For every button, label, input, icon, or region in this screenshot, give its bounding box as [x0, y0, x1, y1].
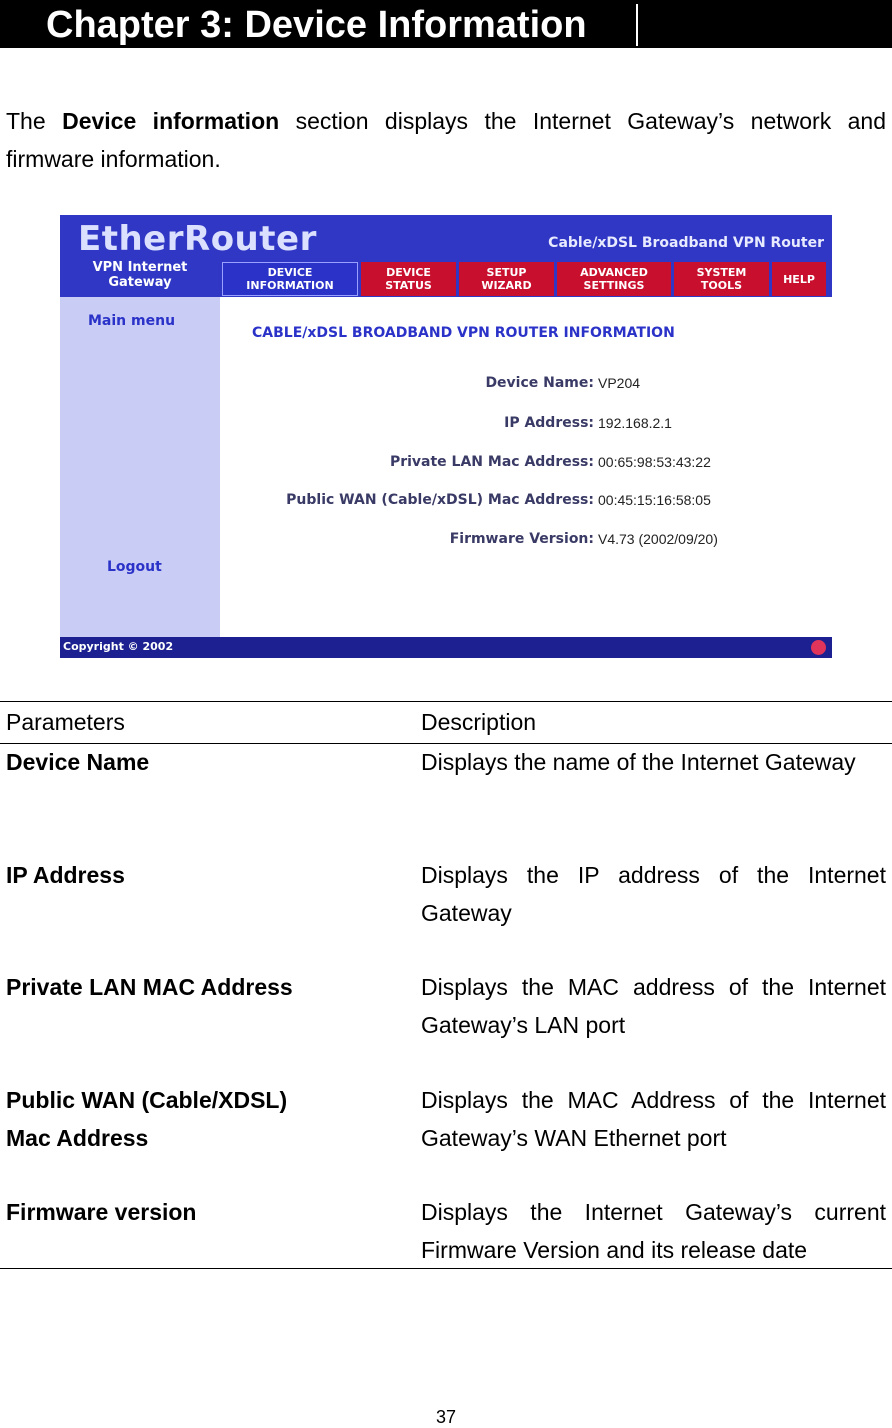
table-bottom-rule — [0, 1268, 892, 1269]
tab-line2: TOOLS — [700, 279, 743, 292]
router-tab-bar — [222, 262, 826, 296]
param-ip-address: IP Address — [6, 862, 125, 888]
vpn-line2: Gateway — [108, 275, 172, 290]
vpn-line1: VPN Internet — [92, 260, 188, 275]
desc-public-wan-mac: Displays the MAC Address of the Internet Gateway’s WAN Ethernet port — [421, 1087, 886, 1151]
router-info-heading: CABLE/xDSL BROADBAND VPN ROUTER INFORMATION — [252, 325, 675, 341]
tab-setup-wizard[interactable] — [459, 262, 554, 296]
logout-link[interactable]: Logout — [107, 559, 162, 575]
table-top-rule — [0, 701, 892, 702]
tab-system-tools[interactable] — [674, 262, 769, 296]
tab-line1: ADVANCED — [580, 266, 648, 279]
intro-lead: The — [6, 108, 46, 134]
desc-firmware-version: Displays the Internet Gateway’s current Firmware Version and its release date — [421, 1199, 886, 1263]
copyright-text: Copyright © 2002 — [63, 640, 174, 653]
tab-line1: SYSTEM — [696, 266, 747, 279]
field-value: 00:65:98:53:43:22 — [598, 454, 711, 470]
status-dot-icon — [811, 640, 826, 655]
intro-paragraph — [6, 102, 886, 178]
router-sidebar — [60, 297, 220, 637]
field-value: 00:45:15:16:58:05 — [598, 492, 711, 508]
header-description: Description — [421, 709, 537, 735]
param-firmware-version: Firmware version — [6, 1199, 197, 1225]
vpn-gateway-label — [60, 260, 220, 290]
param-public-wan-mac — [6, 1081, 386, 1157]
tab-line1: DEVICE — [267, 266, 313, 279]
field-label: Firmware Version: — [449, 531, 594, 547]
desc-private-lan-mac: Displays the MAC address of the Internet Gateway’s LAN port — [421, 974, 886, 1038]
tab-line1: HELP — [783, 272, 815, 286]
page-number: 37 — [435, 1407, 457, 1427]
desc-ip-address: Displays the IP address of the Internet Gateway — [421, 862, 886, 926]
field-value: 192.168.2.1 — [598, 415, 672, 431]
router-screenshot — [60, 215, 832, 658]
intro-rest: section displays the Internet Gateway’s network and firmware information. — [6, 108, 887, 172]
tab-line2: STATUS — [385, 279, 432, 292]
tab-line1: DEVICE — [386, 266, 431, 279]
router-brand-logo: EtherRouter — [78, 219, 317, 259]
router-tagline: Cable/xDSL Broadband VPN Router — [548, 235, 824, 251]
header-parameters: Parameters — [6, 709, 125, 735]
tab-line2: WIZARD — [481, 279, 532, 292]
field-label: Device Name: — [485, 375, 594, 391]
param-private-lan-mac: Private LAN MAC Address — [6, 974, 293, 1000]
main-menu-link[interactable]: Main menu — [88, 313, 176, 329]
field-label: IP Address: — [504, 415, 594, 431]
tab-device-information[interactable] — [222, 262, 358, 296]
tab-line2: SETTINGS — [583, 279, 645, 292]
field-value: V4.73 (2002/09/20) — [598, 531, 718, 547]
desc-device-name: Displays the name of the Internet Gateway — [421, 749, 856, 775]
field-label: Public WAN (Cable/xDSL) Mac Address: — [286, 492, 594, 508]
tab-advanced-settings[interactable] — [557, 262, 671, 296]
tab-line2: INFORMATION — [246, 279, 334, 292]
field-value: VP204 — [598, 375, 641, 391]
field-label: Private LAN Mac Address: — [389, 454, 594, 470]
tab-line1: SETUP — [486, 266, 527, 279]
param-public-wan-line2: Mac Address — [6, 1125, 149, 1151]
intro-bold: Device information — [62, 108, 280, 134]
param-device-name: Device Name — [6, 749, 150, 775]
tab-help[interactable] — [772, 262, 826, 296]
chapter-header-bar — [0, 0, 892, 48]
header-divider — [636, 4, 638, 46]
router-footer — [60, 637, 832, 658]
tab-device-status[interactable] — [361, 262, 456, 296]
param-public-wan-line1: Public WAN (Cable/XDSL) — [6, 1087, 288, 1113]
chapter-title: Chapter 3: Device Information — [46, 4, 587, 46]
